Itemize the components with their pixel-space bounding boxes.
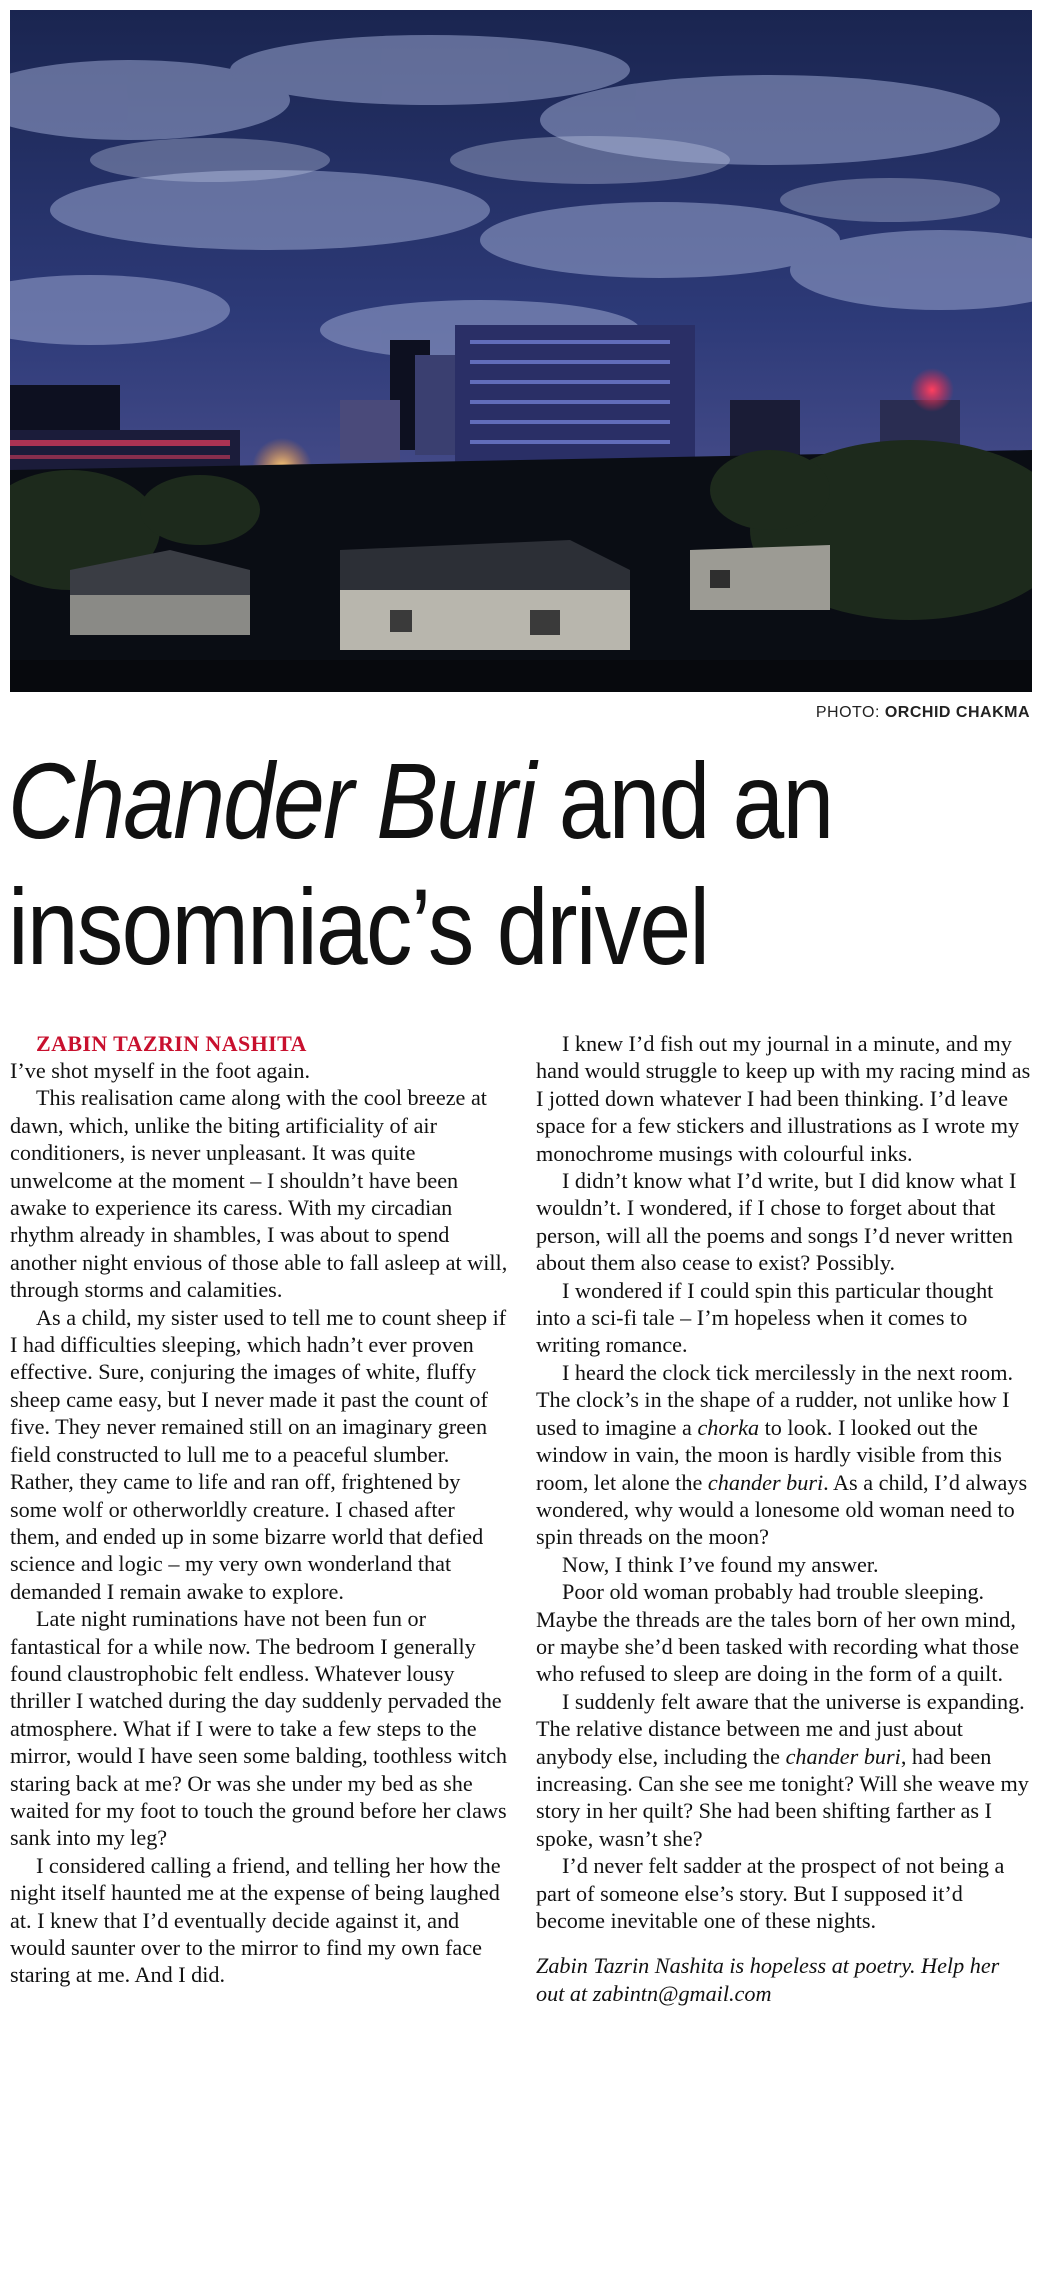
paragraph	[536, 1688, 1032, 1852]
text-run: to look. I looked out the window in vain, the moon is hardly visible from this room, let alone the	[536, 1414, 1002, 1495]
paragraph: I knew I’d fish out my journal in a minute, and my hand would struggle to keep up with my racing mind as I jotted down whatever I had been thinking. I’d leave space for a few stickers and illustrations as I wrote my monochrome musings with colourful inks.	[536, 1031, 1031, 1166]
italic-term: chander buri	[785, 1743, 901, 1769]
paragraph	[536, 1359, 1032, 1551]
left-column	[10, 1030, 510, 1989]
paragraph: This realisation came along with the cool breeze at dawn, which, unlike the biting artificiality of air conditioners, is never unpleasant. It was quite unwelcome at the moment – I shouldn’t have been awake to experience its caress. With my circadian rhythm already in shambles, I was about to spend another night envious of those able to fall asleep at will, through storms and calamities.	[10, 1085, 508, 1303]
paragraph: I wondered if I could spin this particular thought into a sci-fi tale – I’m hopeless when it comes to writing romance.	[536, 1277, 994, 1358]
italic-term: chander buri	[707, 1469, 824, 1495]
author-bio: Zabin Tazrin Nashita is hopeless at poetry. Help her out at zabintn@gmail.com	[536, 1953, 1000, 2006]
byline: ZABIN TAZRIN NASHITA	[36, 1031, 307, 1056]
headline-line2: insomniac’s drivel	[8, 866, 709, 987]
paragraph: I considered calling a friend, and telling her how the night itself haunted me at the expense of being laughed at. I knew that I’d eventually decide against it, and would saunter over to the mirror to find my own face staring at me. And I did.	[10, 1852, 501, 1988]
night-city-photo	[10, 10, 1032, 692]
paragraph: I’ve shot myself in the foot again.	[10, 1058, 311, 1083]
paragraph: I didn’t know what I’d write, but I did know what I wouldn’t. I wondered, if I chose to forget about that person, will all the poems and songs I’d never written about them also cease to exist? Possibly.	[536, 1168, 1017, 1276]
paragraph: As a child, my sister used to tell me to count sheep if I had difficulties sleeping, which hadn’t ever proven effective. Sure, conjuring the images of white, fluffy sheep came easy, but I never made it past the count of five. They never remained still on an imaginary green field constructed to lull me to a peaceful slumber. Rather, they came to life and ran off, frightened by some wolf or otherworldly creature. I chased after them, and ended up in some bizarre world that defied science and logic – my very own wonderland that demanded I remain awake to explore.	[10, 1304, 507, 1604]
italic-term: chorka	[697, 1414, 760, 1440]
headline-italic: Chander Buri	[8, 740, 535, 861]
right-column	[536, 1030, 1032, 2007]
photo-credit-prefix: PHOTO:	[815, 704, 880, 721]
text-run: , had been increasing. Can she see me tonight? Will she weave my story in her quilt? She had been shifting farther as I spoke, wasn’t she?	[536, 1743, 1029, 1851]
paragraph: Late night ruminations have not been fun or fantastical for a while now. The bedroom I generally found claustrophobic felt endless. Whatever lousy thriller I watched during the day suddenly pervaded the atmosphere. What if I were to take a few steps to the mirror, would I have seen some balding, toothless witch staring back at me? Or was she under my bed as she waited for my foot to touch the ground before her claws sank into my leg?	[10, 1606, 507, 1851]
paragraph: Poor old woman probably had trouble sleeping. Maybe the threads are the tales born of her own mind, or maybe she’d been tasked with recording what those who refused to sleep are doing in the form of a quilt.	[536, 1579, 1020, 1687]
text-run: . As a child, I’d always wondered, why would a lonesome old woman need to spin threads on the moon?	[536, 1469, 1028, 1550]
text-run: I heard the clock tick mercilessly in the next room. The clock’s in the shape of a rudder, not unlike how I used to imagine a	[536, 1359, 1013, 1440]
headline	[8, 738, 890, 990]
text-run: I suddenly felt aware that the universe is expanding. The relative distance between me and just about anybody else, including the	[536, 1688, 1025, 1769]
headline-line1-rest: and an	[534, 740, 833, 861]
paragraph: Now, I think I’ve found my answer.	[562, 1551, 879, 1577]
paragraph: I’d never felt sadder at the prospect of not being a part of someone else’s story. But I supposed it’d become inevitable one of these nights.	[536, 1853, 1005, 1933]
photo-credit	[816, 704, 1030, 722]
photo-credit-name: ORCHID CHAKMA	[884, 704, 1030, 721]
